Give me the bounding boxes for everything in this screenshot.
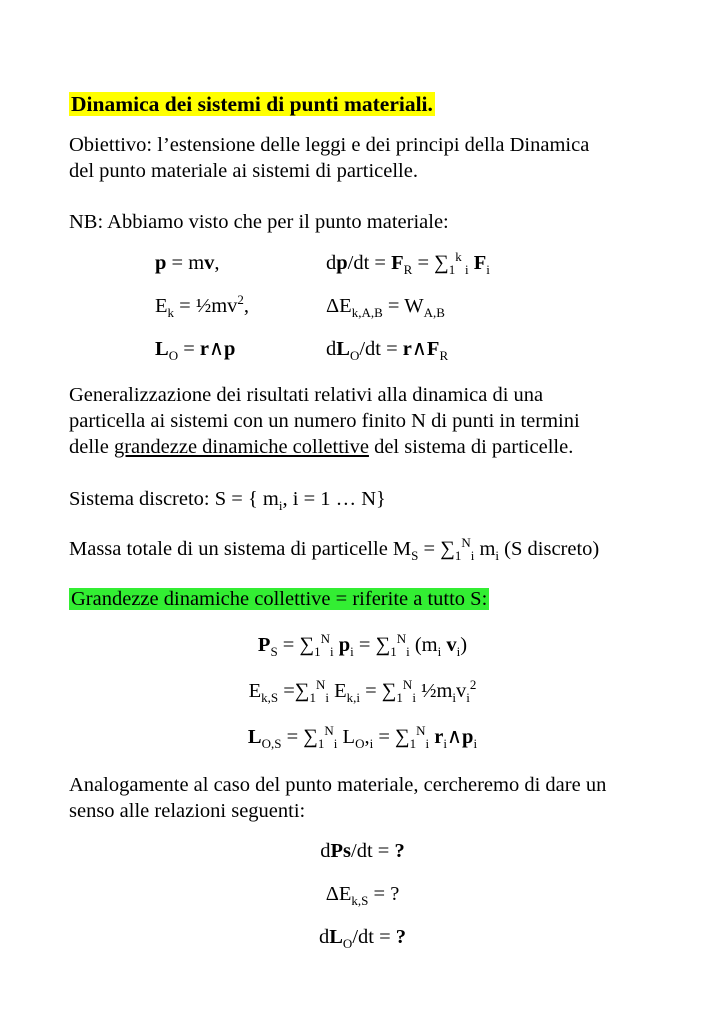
- discrete-system-line: Sistema discreto: S = { $m_i$, i = 1 … N}: [69, 488, 386, 514]
- work-energy-eq: $\Delta E_{k,A,B} = W_{A,B}$: [326, 295, 445, 321]
- collective-quantities-heading: Grandezze dinamiche collettive = riferite a tutto S:: [71, 588, 488, 610]
- generalization-line-3: delle grandezze dinamiche collettive del sistema di particelle.: [69, 436, 574, 458]
- kinetic-energy-eq: $E_k$ = $\frac{1}{2}mv^2$,: [155, 292, 250, 321]
- analog-line-2: senso alle relazioni seguenti:: [69, 800, 306, 822]
- momentum-eq: p = mv,: [155, 252, 220, 274]
- question-momentum-eq: dPs/dt = ?: [320, 840, 405, 862]
- total-kinetic-energy-eq: $E_{k,S} =\sum_1^N_i$ $E_{k,i} = \sum_1^N_i$ $\frac{1}{2}m_iv_i^2$: [248, 677, 477, 706]
- total-angular-momentum-eq: $L_{O,S} = \sum_1^N_i$ $L_O,_i = \sum_1^N_i$ $r_i\wedge p_i$: [247, 723, 478, 752]
- objective-line-2: del punto materiale ai sistemi di particelle.: [69, 160, 418, 182]
- generalization-line-2: particella ai sistemi con un numero finito N di punti in termini: [69, 410, 580, 432]
- angular-momentum-eq: $L_O$ = r∧p: [155, 338, 236, 364]
- question-angular-eq: $dL_O/dt$ = ?: [318, 926, 407, 952]
- total-momentum-eq: $P_S = \sum_1^N_i$ $p_i = \sum_1^N_i$ ($m_i$ $v_i$): [257, 631, 468, 660]
- question-energy-eq: $\Delta E_{k,S}$ = ?: [325, 883, 400, 909]
- total-mass-line: Massa totale di un sistema di particelle $M_S = \sum_1^N_i$ $m_i$ (S discreto): [69, 535, 600, 564]
- page-title: Dinamica dei sistemi di punti materiali.: [71, 92, 433, 116]
- angular-momentum-derivative-eq: $dL_O/dt$ = $r\wedge F_R$: [326, 338, 449, 364]
- nb-line: NB: Abbiamo visto che per il punto materiale:: [69, 211, 449, 233]
- momentum-derivative-eq: $dp/dt = F_R = \sum_1^k$ $_i$ $F_i$: [326, 249, 490, 278]
- analog-line-1: Analogamente al caso del punto materiale, cercheremo di dare un: [69, 774, 607, 796]
- generalization-line-1: Generalizzazione dei risultati relativi alla dinamica di una: [69, 384, 544, 406]
- objective-line-1: Obiettivo: l’estensione delle leggi e dei principi della Dinamica: [69, 134, 590, 156]
